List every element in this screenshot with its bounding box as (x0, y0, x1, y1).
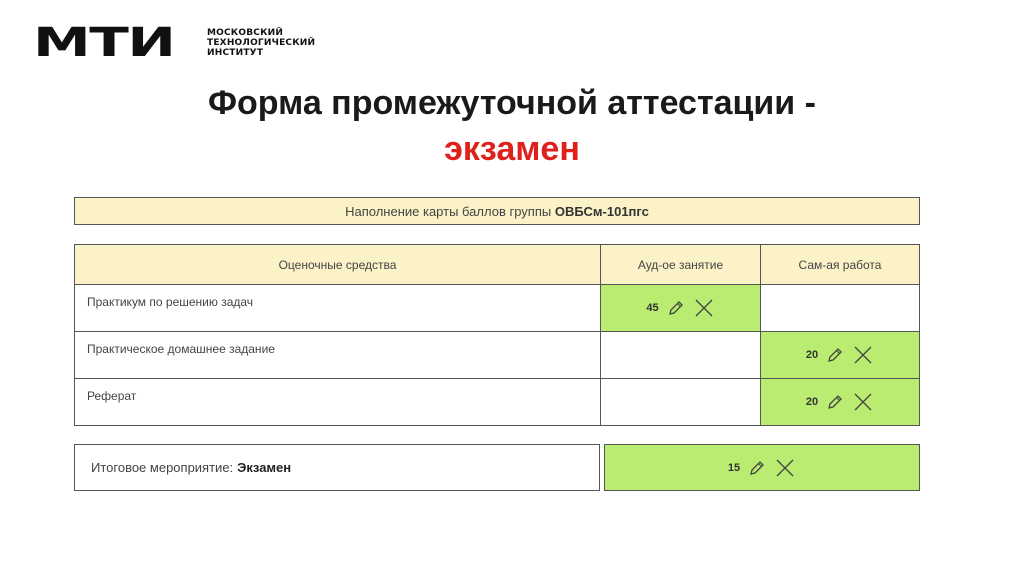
table-row (75, 284, 919, 331)
header-cell: Сам-ая работа (798, 257, 882, 272)
close-icon[interactable] (852, 344, 874, 366)
score-value: 20 (805, 349, 819, 361)
table-header-row (75, 245, 919, 284)
close-icon[interactable] (774, 457, 796, 479)
sam-cell[interactable] (761, 332, 919, 378)
close-icon[interactable] (852, 391, 874, 413)
pencil-icon[interactable] (667, 299, 685, 317)
score-value: 45 (646, 302, 659, 314)
row-label: Реферат (75, 379, 601, 425)
aud-cell[interactable] (601, 379, 761, 425)
logo-line: ИНСТИТУТ (207, 48, 264, 58)
final-label-text: Итоговое мероприятие: (91, 460, 234, 475)
page-title (0, 82, 1024, 170)
group-bar-label: Наполнение карты баллов группы (345, 203, 552, 219)
logo-mark: МТИ (33, 20, 175, 66)
score-value: 20 (805, 396, 819, 408)
aud-cell[interactable] (601, 332, 761, 378)
aud-cell[interactable] (601, 285, 761, 331)
logo-line: МОСКОВСКИЙ (207, 28, 284, 38)
header-cell: Ауд-ое занятие (601, 245, 761, 284)
final-event-value: Экзамен (237, 460, 292, 475)
table-row (75, 331, 919, 378)
title-line-2: экзамен (444, 130, 580, 168)
final-score-cell[interactable] (604, 444, 920, 491)
table-row (75, 378, 919, 425)
logo-line: ТЕХНОЛОГИЧЕСКИЙ (207, 38, 316, 48)
score-table (74, 244, 920, 426)
pencil-icon[interactable] (748, 459, 766, 477)
row-label: Практическое домашнее задание (75, 332, 601, 378)
close-icon[interactable] (693, 297, 715, 319)
final-event-label (74, 444, 600, 491)
group-bar (74, 197, 920, 225)
group-name: ОВБСм-101пгс (554, 203, 649, 219)
title-line-1: Форма промежуточной аттестации - (208, 84, 816, 122)
logo (33, 20, 316, 66)
pencil-icon[interactable] (826, 393, 844, 411)
sam-cell[interactable] (761, 379, 919, 425)
header-cell: Оценочные средства (75, 245, 601, 284)
score-value: 15 (727, 461, 741, 474)
pencil-icon[interactable] (826, 346, 844, 364)
row-label: Практикум по решению задач (75, 285, 601, 331)
sam-cell[interactable] (761, 285, 919, 331)
